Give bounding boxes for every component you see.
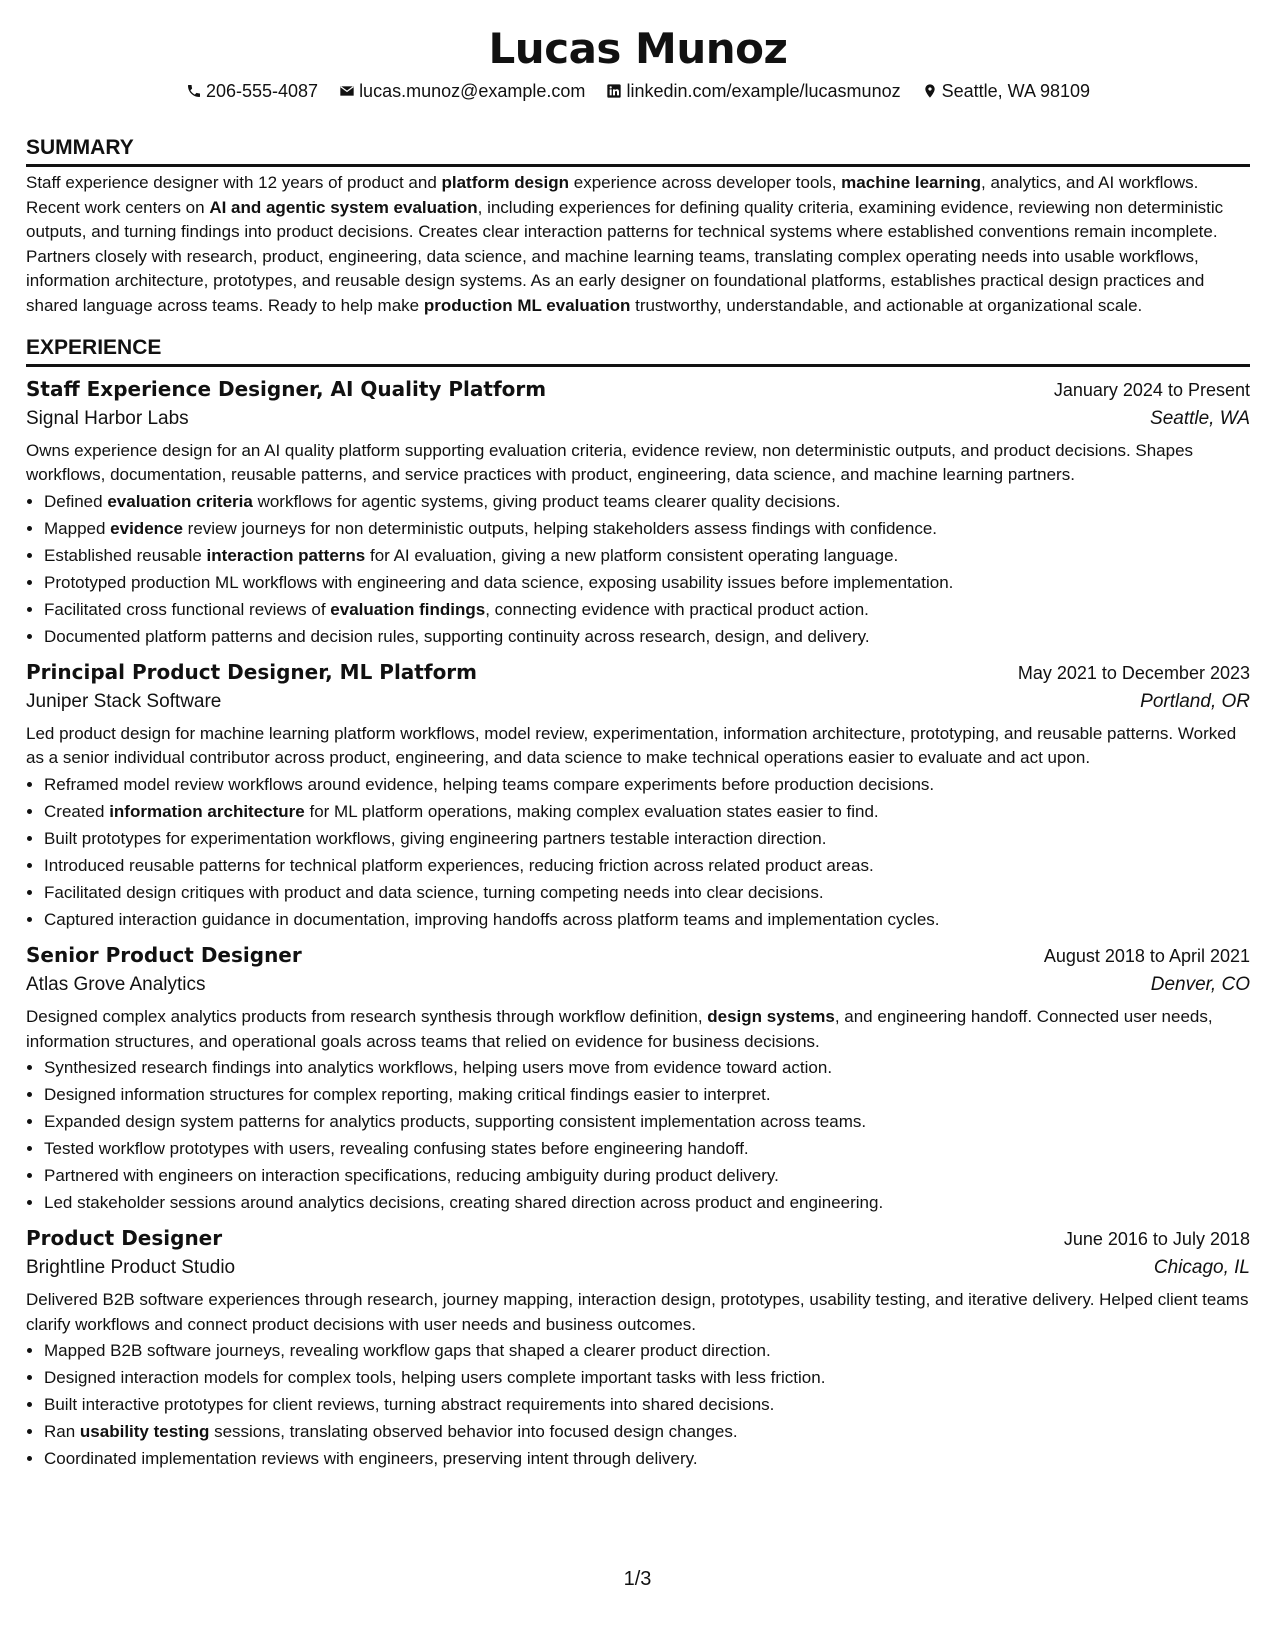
- text-run: Defined: [44, 491, 108, 511]
- text-run: Tested workflow prototypes with users, revealing confusing states before engineering handoff.: [44, 1139, 749, 1159]
- text-run: , and engineering handoff. Connected user needs, information structures, and operational goals across teams that relied on evidence for business decisions.: [26, 1006, 1213, 1051]
- text-run: Ran: [44, 1422, 80, 1442]
- text-run: Delivered B2B software experiences through research, journey mapping, interaction design, prototypes, usability testing, and iterative delivery. Helped client teams clarify workflows and connect product decisions with user needs and business outcomes.: [26, 1290, 1249, 1334]
- text-run: , analytics, and AI workflows. Recent work centers on: [26, 173, 1199, 217]
- linkedin-icon: [606, 83, 622, 99]
- text-run: Designed complex analytics products from research synthesis through workflow definition,: [26, 1006, 708, 1026]
- bullet-item: [44, 1418, 1250, 1445]
- summary-section: [26, 135, 1250, 319]
- linkedin-text: linkedin.com/example/lucasmunoz: [626, 81, 901, 101]
- map-pin-icon: [922, 83, 938, 99]
- bold-keyword: evaluation findings: [330, 599, 486, 619]
- bold-keyword: design systems: [707, 1006, 835, 1026]
- contact-phone[interactable]: [186, 78, 318, 104]
- page-number: 1/3: [623, 1568, 652, 1590]
- summary-text: [26, 171, 1250, 319]
- job-description: [26, 722, 1250, 771]
- bullet-item: [44, 542, 1250, 569]
- text-run: Staff experience designer with 12 years of product and: [26, 173, 442, 192]
- phone-icon: [186, 83, 202, 99]
- bullet-item: [44, 879, 1250, 906]
- bullet-item: [44, 1054, 1250, 1081]
- bold-keyword: usability testing: [79, 1422, 210, 1442]
- text-run: Led stakeholder sessions around analytics decisions, creating shared direction across product and engineering.: [44, 1193, 884, 1213]
- bullet-item: [44, 1391, 1250, 1418]
- contact-linkedin[interactable]: [606, 78, 900, 104]
- text-run: experience across developer tools,: [569, 173, 842, 192]
- contact-location: [922, 78, 1090, 104]
- text-run: Partnered with engineers on interaction specifications, reducing ambiguity during product delivery.: [44, 1166, 779, 1186]
- job-title: Staff Experience Designer, AI Quality Platform: [26, 376, 547, 401]
- job-entry: [26, 941, 1250, 1216]
- job-bullets: [26, 1054, 1250, 1216]
- envelope-icon: [339, 83, 355, 99]
- text-run: Mapped: [44, 518, 111, 538]
- job-location: Seattle, WA: [1150, 407, 1250, 429]
- bullet-item: [44, 1081, 1250, 1108]
- job-title: Senior Product Designer: [26, 942, 302, 967]
- job-entry: [26, 658, 1250, 933]
- job-description: [26, 439, 1250, 488]
- text-run: Introduced reusable patterns for technical platform experiences, reducing friction across related product areas.: [44, 855, 874, 875]
- text-run: Expanded design system patterns for analytics products, supporting consistent implementation across teams.: [44, 1112, 867, 1132]
- bullet-item: [44, 1189, 1250, 1216]
- bullet-item: [44, 825, 1250, 852]
- experience-section: [26, 335, 1250, 1473]
- job-title: Principal Product Designer, ML Platform: [26, 659, 478, 684]
- job-bullets: [26, 771, 1250, 933]
- bullet-item: [44, 1337, 1250, 1364]
- text-run: Reframed model review workflows around evidence, helping teams compare experiments before production decisions.: [44, 774, 935, 794]
- job-location: Denver, CO: [1150, 973, 1250, 995]
- text-run: for AI evaluation, giving a new platform consistent operating language.: [365, 545, 899, 565]
- job-dates: May 2021 to December 2023: [1017, 662, 1250, 683]
- candidate-name: Lucas Munoz: [488, 24, 788, 73]
- bold-keyword: information architecture: [109, 801, 305, 821]
- bullet-item: [44, 1364, 1250, 1391]
- bullet-item: [44, 1162, 1250, 1189]
- job-description: [26, 1005, 1250, 1054]
- bullet-item: [44, 1445, 1250, 1472]
- bullet-item: [44, 1108, 1250, 1135]
- text-run: Owns experience design for an AI quality platform supporting evaluation criteria, evidence review, non deterministic outputs, and product decisions. Shapes workflows, documentation, reusable patterns, and service practices with product, engineering, data science, and machine learning partners.: [26, 440, 1194, 485]
- text-run: for ML platform operations, making complex evaluation states easier to find.: [304, 801, 879, 821]
- location-text: Seattle, WA 98109: [941, 81, 1091, 101]
- text-run: Synthesized research findings into analytics workflows, helping users move from evidence toward action.: [44, 1058, 833, 1078]
- job-dates: January 2024 to Present: [1053, 379, 1250, 400]
- text-run: Captured interaction guidance in documentation, improving handoffs across platform teams and implementation cycles.: [44, 909, 940, 929]
- text-run: Coordinated implementation reviews with engineers, preserving intent through delivery.: [44, 1449, 698, 1469]
- company-name: Juniper Stack Software: [26, 690, 222, 712]
- job-location: Chicago, IL: [1153, 1257, 1250, 1279]
- bullet-item: [44, 569, 1250, 596]
- company-name: Brightline Product Studio: [26, 1257, 236, 1279]
- text-run: Facilitated cross functional reviews of: [44, 599, 331, 619]
- contact-email[interactable]: [339, 78, 585, 104]
- bullet-item: [44, 623, 1250, 650]
- job-bullets: [26, 488, 1250, 650]
- text-run: Led product design for machine learning platform workflows, model review, experimentation, information architecture, prototyping, and reusable patterns. Worked as a senior individual contributor across product, engineering, and data science to make technical operations easier to evaluate and act upon.: [26, 723, 1237, 768]
- bold-keyword: AI and agentic system evaluation: [209, 197, 478, 217]
- text-run: sessions, translating observed behavior into focused design changes.: [209, 1422, 738, 1442]
- text-run: Prototyped production ML workflows with engineering and data science, exposing usability issues before implementation.: [44, 572, 954, 592]
- text-run: Established reusable: [44, 545, 207, 565]
- company-name: Atlas Grove Analytics: [26, 973, 206, 995]
- text-run: Documented platform patterns and decision rules, supporting continuity across research, design, and delivery.: [44, 626, 870, 646]
- text-run: Facilitated design critiques with product and data science, turning competing needs into clear decisions.: [44, 882, 824, 902]
- text-run: Designed interaction models for complex tools, helping users complete important tasks with less friction.: [44, 1368, 826, 1388]
- text-run: Mapped B2B software journeys, revealing workflow gaps that shaped a clearer product direction.: [44, 1341, 771, 1361]
- job-title: Product Designer: [26, 1226, 223, 1251]
- job-description: [26, 1288, 1250, 1337]
- text-run: , connecting evidence with practical product action.: [485, 599, 869, 619]
- email-text: lucas.munoz@example.com: [359, 81, 586, 101]
- job-entry: [26, 375, 1250, 650]
- text-run: Designed information structures for complex reporting, making critical findings easier to interpret.: [44, 1085, 771, 1105]
- bold-keyword: evidence: [110, 518, 183, 538]
- bold-keyword: production ML evaluation: [423, 295, 631, 315]
- bullet-item: [44, 906, 1250, 933]
- job-entry: [26, 1224, 1250, 1472]
- bullet-item: [44, 488, 1250, 515]
- bold-keyword: interaction patterns: [206, 545, 366, 565]
- bold-keyword: evaluation criteria: [107, 491, 253, 511]
- text-run: review journeys for non deterministic outputs, helping stakeholders assess findings with confidence.: [182, 518, 938, 538]
- phone-text: 206-555-4087: [205, 81, 319, 101]
- experience-heading: EXPERIENCE: [26, 335, 1250, 367]
- summary-heading: SUMMARY: [26, 135, 1250, 167]
- bullet-item: [44, 852, 1250, 879]
- bullet-item: [44, 596, 1250, 623]
- resume-page: [26, 22, 1250, 1472]
- bullet-item: [44, 515, 1250, 542]
- text-run: Created: [44, 801, 110, 821]
- text-run: , including experiences for defining quality criteria, examining evidence, reviewing non deterministic outputs, and turning findings into product decisions. Creates clear interaction patterns for technical systems where established conventions remain incomplete. Partners closely with research, product, engineering, data science, and machine learning teams, translating complex operating needs into usable workflows, information architecture, prototypes, and reusable design systems. As an early designer on foundational platforms, establishes practical design practices and shared language across teams. Ready to help make: [26, 197, 1224, 315]
- bullet-item: [44, 771, 1250, 798]
- job-dates: August 2018 to April 2021: [1043, 945, 1250, 966]
- text-run: trustworthy, understandable, and actionable at organizational scale.: [630, 295, 1143, 315]
- company-name: Signal Harbor Labs: [26, 407, 189, 429]
- bold-keyword: platform design: [441, 173, 570, 192]
- job-location: Portland, OR: [1140, 690, 1250, 712]
- bullet-item: [44, 798, 1250, 825]
- job-dates: June 2016 to July 2018: [1063, 1229, 1250, 1250]
- text-run: workflows for agentic systems, giving product teams clearer quality decisions.: [252, 491, 841, 511]
- contact-bar: [26, 78, 1250, 104]
- bold-keyword: machine learning: [841, 173, 981, 192]
- job-bullets: [26, 1337, 1250, 1472]
- bullet-item: [44, 1135, 1250, 1162]
- text-run: Built interactive prototypes for client reviews, turning abstract requirements into shared decisions.: [44, 1395, 775, 1415]
- text-run: Built prototypes for experimentation workflows, giving engineering partners testable interaction direction.: [44, 828, 827, 848]
